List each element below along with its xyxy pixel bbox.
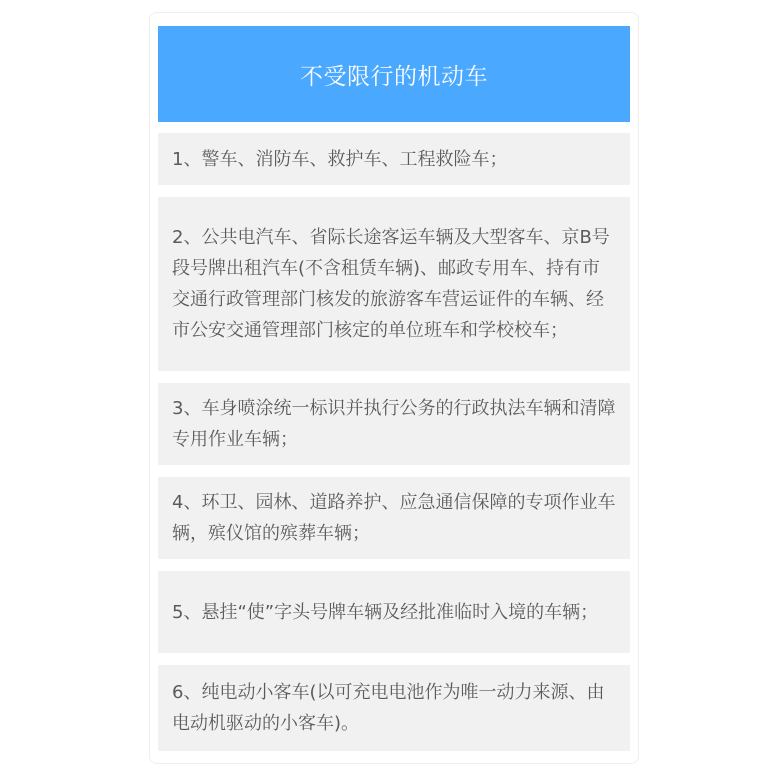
list-item-text: 5、悬挂“使”字头号牌车辆及经批准临时入境的车辆； [172,601,599,623]
list-item-4 [158,477,630,559]
list-item-text: 2、公共电汽车、省际长途客运车辆及大型客车、京B号段号牌出租汽车(不含租赁车辆)、邮政专用车、持有市交通行政管理部门核发的旅游客车营运证件的车辆、经市公安交通管理部门核定的单位班车和学校校车； [172,227,610,341]
card-header [158,26,630,122]
list-item-text: 4、环卫、园林、道路养护、应急通信保障的专项作业车辆，殡仪馆的殡葬车辆； [172,492,616,544]
list-item-2 [158,197,630,371]
list-item-1 [158,133,630,185]
list-item-text: 1、警车、消防车、救护车、工程救险车； [172,148,508,170]
list-item-5 [158,571,630,653]
header-title: 不受限行的机动车 [300,63,488,90]
list-item-6 [158,665,630,751]
list-item-3 [158,383,630,465]
list-item-text: 6、纯电动小客车(以可充电电池作为唯一动力来源、由电动机驱动的小客车)。 [172,682,605,734]
list-item-text: 3、车身喷涂统一标识并执行公务的行政执法车辆和清障专用作业车辆； [172,398,616,450]
